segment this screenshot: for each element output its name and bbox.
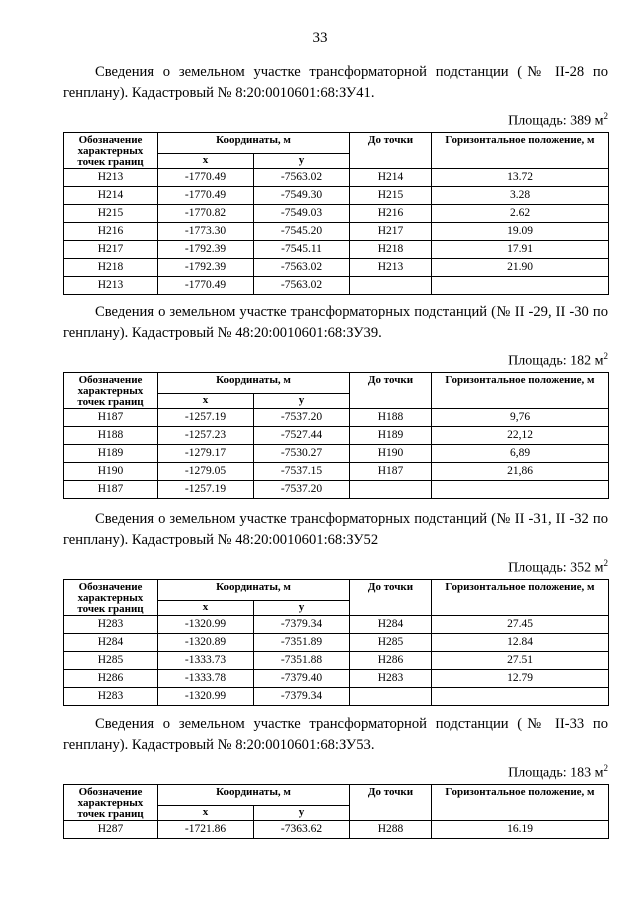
- distance-cell: 12.84: [432, 633, 609, 651]
- next-point-cell: Н284: [350, 615, 432, 633]
- table-row: [64, 186, 609, 204]
- distance-cell: 2.62: [432, 204, 609, 222]
- next-point-cell: Н190: [350, 444, 432, 462]
- y-coordinate-cell: -7530.27: [254, 444, 350, 462]
- y-coordinate-cell: -7379.34: [254, 615, 350, 633]
- point-id-cell: Н187: [64, 480, 158, 498]
- plot-area: [63, 555, 608, 577]
- header-coordinates: Координаты, м: [158, 784, 350, 805]
- x-coordinate-cell: -1320.99: [158, 687, 254, 705]
- header-horizontal-distance: Горизонтальное положение, м: [432, 132, 609, 168]
- y-coordinate-cell: -7379.40: [254, 669, 350, 687]
- x-coordinate-cell: -1257.19: [158, 480, 254, 498]
- distance-cell: 21.90: [432, 258, 609, 276]
- x-coordinate-cell: -1721.86: [158, 820, 254, 838]
- distance-cell: 12.79: [432, 669, 609, 687]
- coordinates-table: [63, 784, 609, 839]
- point-id-cell: Н218: [64, 258, 158, 276]
- header-horizontal-distance: Горизонтальное положение, м: [432, 579, 609, 615]
- next-point-cell: Н288: [350, 820, 432, 838]
- area-label: Площадь:: [508, 765, 571, 781]
- header-y: y: [254, 393, 350, 408]
- next-point-cell: [350, 687, 432, 705]
- y-coordinate-cell: -7379.34: [254, 687, 350, 705]
- next-point-cell: Н215: [350, 186, 432, 204]
- header-designation: Обозначение характерных точек границ: [64, 784, 158, 820]
- y-coordinate-cell: -7563.02: [254, 168, 350, 186]
- next-point-cell: Н214: [350, 168, 432, 186]
- point-id-cell: Н188: [64, 426, 158, 444]
- x-coordinate-cell: -1257.23: [158, 426, 254, 444]
- plot-description: Сведения о земельном участке трансформаторной подстанции (№ II-33 по генплану). Кадастровый № 8:20:0010601:68:ЗУ53.: [63, 716, 608, 753]
- y-coordinate-cell: -7563.02: [254, 258, 350, 276]
- point-id-cell: Н217: [64, 240, 158, 258]
- area-value: 183: [570, 765, 592, 781]
- header-to-point: До точки: [350, 372, 432, 408]
- point-id-cell: Н213: [64, 276, 158, 294]
- distance-cell: 3.28: [432, 186, 609, 204]
- x-coordinate-cell: -1279.05: [158, 462, 254, 480]
- point-id-cell: Н286: [64, 669, 158, 687]
- area-unit: м: [594, 560, 604, 576]
- table-row: [64, 820, 609, 838]
- table-row: [64, 480, 609, 498]
- table-row: [64, 258, 609, 276]
- area-unit: м: [594, 765, 604, 781]
- point-id-cell: Н190: [64, 462, 158, 480]
- distance-cell: 13.72: [432, 168, 609, 186]
- x-coordinate-cell: -1333.78: [158, 669, 254, 687]
- table-row: [64, 222, 609, 240]
- area-label: Площадь:: [508, 560, 571, 576]
- y-coordinate-cell: -7351.88: [254, 651, 350, 669]
- x-coordinate-cell: -1257.19: [158, 408, 254, 426]
- coordinates-table: [63, 372, 609, 499]
- table-row: [64, 615, 609, 633]
- plot-description: Сведения о земельном участке трансформаторных подстанций (№ II -31, II -32 по генплану). Кадастровый № 48:20:0010601:68:ЗУ52: [63, 511, 608, 548]
- table-row: [64, 669, 609, 687]
- distance-cell: 6,89: [432, 444, 609, 462]
- header-coordinates: Координаты, м: [158, 579, 350, 600]
- y-coordinate-cell: -7549.03: [254, 204, 350, 222]
- y-coordinate-cell: -7563.02: [254, 276, 350, 294]
- header-horizontal-distance: Горизонтальное положение, м: [432, 784, 609, 820]
- table-row: [64, 633, 609, 651]
- header-designation: Обозначение характерных точек границ: [64, 132, 158, 168]
- land-plot-section: [63, 714, 608, 839]
- next-point-cell: [350, 276, 432, 294]
- header-y: y: [254, 600, 350, 615]
- plot-description: Сведения о земельном участке трансформаторных подстанций (№ II -29, II -30 по генплану). Кадастровый № 48:20:0010601:68:ЗУ39.: [63, 304, 608, 341]
- x-coordinate-cell: -1770.49: [158, 186, 254, 204]
- distance-cell: 22,12: [432, 426, 609, 444]
- point-id-cell: Н287: [64, 820, 158, 838]
- x-coordinate-cell: -1320.99: [158, 615, 254, 633]
- next-point-cell: Н213: [350, 258, 432, 276]
- next-point-cell: Н218: [350, 240, 432, 258]
- x-coordinate-cell: -1792.39: [158, 258, 254, 276]
- area-unit-exponent: 2: [603, 351, 608, 361]
- distance-cell: 9,76: [432, 408, 609, 426]
- header-to-point: До точки: [350, 132, 432, 168]
- area-unit: м: [594, 353, 604, 369]
- distance-cell: 17.91: [432, 240, 609, 258]
- header-to-point: До точки: [350, 579, 432, 615]
- point-id-cell: Н284: [64, 633, 158, 651]
- table-row: [64, 426, 609, 444]
- point-id-cell: Н283: [64, 615, 158, 633]
- header-x: x: [158, 600, 254, 615]
- y-coordinate-cell: -7363.62: [254, 820, 350, 838]
- next-point-cell: Н216: [350, 204, 432, 222]
- x-coordinate-cell: -1770.49: [158, 168, 254, 186]
- coordinates-table: [63, 579, 609, 706]
- area-value: 389: [570, 113, 592, 129]
- header-designation: Обозначение характерных точек границ: [64, 372, 158, 408]
- table-row: [64, 444, 609, 462]
- x-coordinate-cell: -1792.39: [158, 240, 254, 258]
- header-designation: Обозначение характерных точек границ: [64, 579, 158, 615]
- y-coordinate-cell: -7537.20: [254, 408, 350, 426]
- distance-cell: 21,86: [432, 462, 609, 480]
- x-coordinate-cell: -1770.49: [158, 276, 254, 294]
- y-coordinate-cell: -7545.20: [254, 222, 350, 240]
- header-coordinates: Координаты, м: [158, 372, 350, 393]
- point-id-cell: Н189: [64, 444, 158, 462]
- table-row: [64, 408, 609, 426]
- header-horizontal-distance: Горизонтальное положение, м: [432, 372, 609, 408]
- land-plot-section: [63, 509, 608, 706]
- x-coordinate-cell: -1773.30: [158, 222, 254, 240]
- next-point-cell: Н285: [350, 633, 432, 651]
- x-coordinate-cell: -1770.82: [158, 204, 254, 222]
- plot-description: Сведения о земельном участке трансформаторной подстанции (№ II-28 по генплану). Кадастровый № 8:20:0010601:68:ЗУ41.: [63, 64, 608, 101]
- page-number: 33: [312, 30, 328, 46]
- x-coordinate-cell: -1279.17: [158, 444, 254, 462]
- x-coordinate-cell: -1320.89: [158, 633, 254, 651]
- header-x: x: [158, 805, 254, 820]
- header-x: x: [158, 393, 254, 408]
- y-coordinate-cell: -7351.89: [254, 633, 350, 651]
- table-row: [64, 276, 609, 294]
- area-unit-exponent: 2: [603, 111, 608, 121]
- next-point-cell: Н217: [350, 222, 432, 240]
- point-id-cell: Н283: [64, 687, 158, 705]
- header-y: y: [254, 153, 350, 168]
- x-coordinate-cell: -1333.73: [158, 651, 254, 669]
- y-coordinate-cell: -7537.15: [254, 462, 350, 480]
- y-coordinate-cell: -7527.44: [254, 426, 350, 444]
- point-id-cell: Н215: [64, 204, 158, 222]
- next-point-cell: Н189: [350, 426, 432, 444]
- header-y: y: [254, 805, 350, 820]
- area-unit: м: [594, 113, 604, 129]
- distance-cell: 27.45: [432, 615, 609, 633]
- point-id-cell: Н213: [64, 168, 158, 186]
- next-point-cell: Н283: [350, 669, 432, 687]
- area-unit-exponent: 2: [603, 558, 608, 568]
- table-row: [64, 240, 609, 258]
- y-coordinate-cell: -7545.11: [254, 240, 350, 258]
- land-plot-section: [63, 62, 608, 295]
- point-id-cell: Н216: [64, 222, 158, 240]
- distance-cell: [432, 687, 609, 705]
- distance-cell: 19.09: [432, 222, 609, 240]
- distance-cell: 27.51: [432, 651, 609, 669]
- area-value: 352: [570, 560, 592, 576]
- table-row: [64, 168, 609, 186]
- point-id-cell: Н187: [64, 408, 158, 426]
- plot-area: [63, 760, 608, 782]
- header-coordinates: Координаты, м: [158, 132, 350, 153]
- point-id-cell: Н214: [64, 186, 158, 204]
- table-row: [64, 204, 609, 222]
- area-unit-exponent: 2: [603, 763, 608, 773]
- next-point-cell: [350, 480, 432, 498]
- next-point-cell: Н187: [350, 462, 432, 480]
- y-coordinate-cell: -7537.20: [254, 480, 350, 498]
- area-value: 182: [570, 353, 592, 369]
- header-to-point: До точки: [350, 784, 432, 820]
- y-coordinate-cell: -7549.30: [254, 186, 350, 204]
- table-row: [64, 651, 609, 669]
- plot-area: [63, 348, 608, 370]
- plot-area: [63, 108, 608, 130]
- land-plot-section: [63, 302, 608, 499]
- header-x: x: [158, 153, 254, 168]
- distance-cell: 16.19: [432, 820, 609, 838]
- area-label: Площадь:: [508, 353, 571, 369]
- distance-cell: [432, 276, 609, 294]
- next-point-cell: Н188: [350, 408, 432, 426]
- coordinates-table: [63, 132, 609, 295]
- table-row: [64, 462, 609, 480]
- point-id-cell: Н285: [64, 651, 158, 669]
- next-point-cell: Н286: [350, 651, 432, 669]
- distance-cell: [432, 480, 609, 498]
- area-label: Площадь:: [508, 113, 571, 129]
- table-row: [64, 687, 609, 705]
